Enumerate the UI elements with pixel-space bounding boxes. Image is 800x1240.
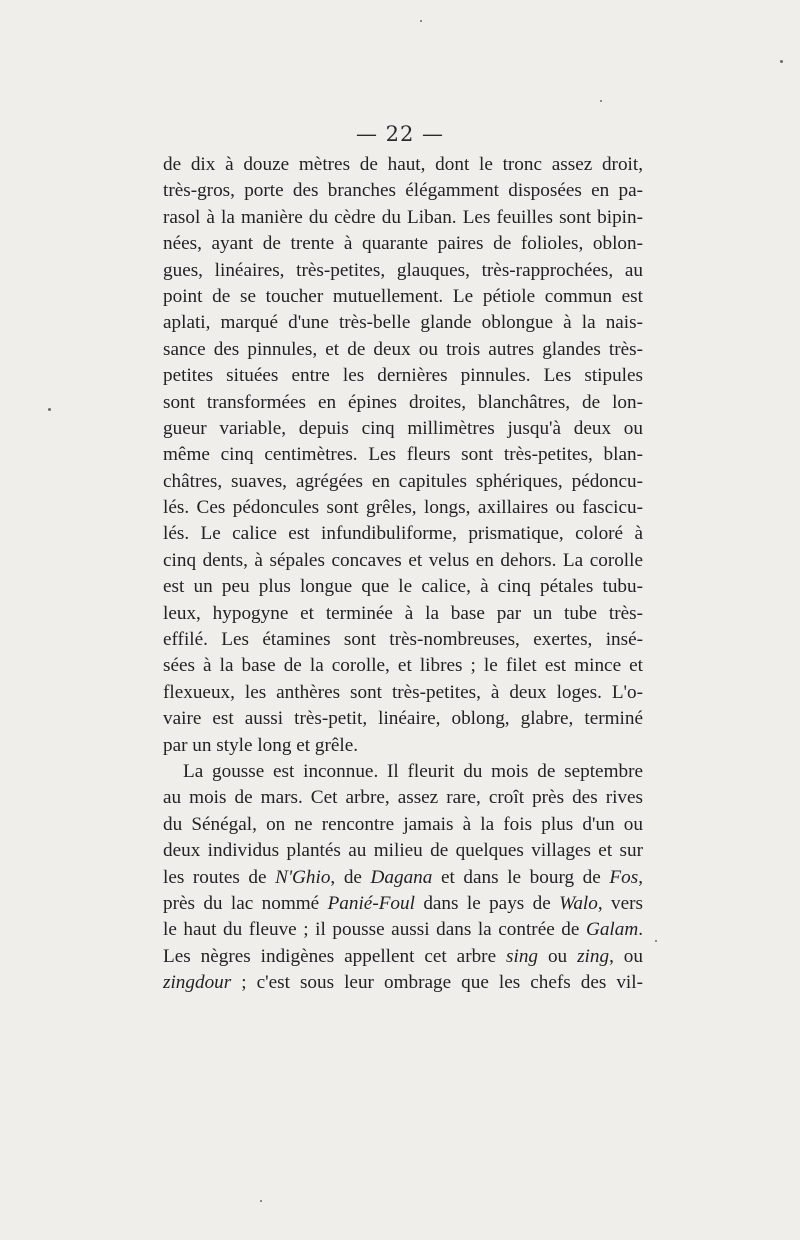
text-segment: , vers	[597, 892, 643, 914]
text-line	[163, 574, 643, 600]
text-line	[163, 442, 643, 468]
paper-speck	[420, 20, 422, 22]
paper-speck	[655, 940, 657, 942]
text-segment: Les nègres indigènes appellent cet arbre	[163, 945, 507, 967]
italic-text: sing	[506, 945, 539, 967]
text-segment: deux individus plantés au milieu de quelques villages et sur	[163, 840, 643, 862]
text-line	[163, 733, 643, 759]
italic-text: zingdour	[163, 972, 232, 994]
text-segment: du Sénégal, on ne rencontre jamais à la fois plus d'un ou	[163, 813, 643, 835]
text-line	[163, 231, 643, 257]
text-segment: sont transformées en épines droites, blanchâtres, de lon-	[163, 391, 643, 413]
text-line	[163, 891, 643, 917]
paper-speck	[600, 100, 602, 102]
text-segment: nées, ayant de trente à quarante paires de folioles, oblon-	[163, 233, 643, 255]
text-line	[163, 812, 643, 838]
text-line	[163, 970, 643, 996]
italic-text: Walo	[559, 892, 598, 914]
page-number: — 22 —	[355, 122, 445, 146]
text-segment: dans le pays de	[414, 892, 560, 914]
text-segment: est un peu plus longue que le calice, à cinq pétales tubu-	[163, 576, 643, 598]
text-segment: .	[638, 919, 643, 941]
text-segment: , ou	[609, 945, 643, 967]
text-segment: vaire est aussi très-petit, linéaire, oblong, glabre, terminé	[163, 708, 643, 730]
text-segment: leux, hypogyne et terminée à la base par un tube très-	[163, 602, 643, 624]
text-line	[163, 838, 643, 864]
paper-speck	[260, 1200, 262, 1202]
text-segment: petites situées entre les dernières pinnules. Les stipules	[163, 365, 643, 387]
text-line	[163, 469, 643, 495]
text-line	[163, 390, 643, 416]
text-segment: lés. Le calice est infundibuliforme, prismatique, coloré à	[163, 523, 643, 545]
italic-text: Galam	[585, 919, 639, 941]
text-line	[163, 178, 643, 204]
text-line	[163, 865, 643, 891]
text-line	[163, 416, 643, 442]
text-segment: par un style long et grêle.	[163, 734, 359, 756]
text-line	[163, 706, 643, 732]
text-line	[163, 495, 643, 521]
text-segment: et dans le bourg de	[432, 866, 610, 888]
text-segment: effilé. Les étamines sont très-nombreuses, exertes, insé-	[163, 629, 643, 651]
text-segment: flexueux, les anthères sont très-petites, à deux loges. L'o-	[163, 681, 643, 703]
text-line	[163, 337, 643, 363]
italic-text: Dagana	[370, 866, 433, 888]
text-line	[163, 310, 643, 336]
text-segment: de dix à douze mètres de haut, dont le tronc assez droit,	[163, 154, 643, 175]
text-segment: près du lac nommé	[163, 892, 328, 914]
text-segment: La gousse est inconnue. Il fleurit du mois de septembre	[183, 760, 643, 782]
text-segment: , de	[330, 866, 371, 888]
text-segment: au mois de mars. Cet arbre, assez rare, croît près des rives	[163, 787, 643, 809]
paper-speck	[48, 408, 51, 411]
text-line	[163, 205, 643, 231]
text-segment: lés. Ces pédoncules sont grêles, longs, axillaires ou fascicu-	[163, 497, 643, 519]
italic-text: Panié-Foul	[327, 892, 415, 914]
italic-text: Fos	[609, 866, 639, 888]
italic-text: zing	[577, 945, 610, 967]
text-line	[163, 601, 643, 627]
text-segment: gues, linéaires, très-petites, glauques, très-rapprochées, au	[163, 259, 643, 281]
text-line	[163, 653, 643, 679]
text-segment: sées à la base de la corolle, et libres ; le filet est mince et	[163, 655, 643, 677]
text-segment: cinq dents, à sépales concaves et velus en dehors. La corolle	[163, 549, 643, 571]
text-segment: très-gros, porte des branches élégamment disposées en pa-	[163, 180, 643, 202]
text-line	[163, 521, 643, 547]
text-line	[163, 680, 643, 706]
body-text	[163, 152, 643, 997]
text-segment: châtres, suaves, agrégées en capitules sphériques, pédoncu-	[163, 470, 643, 492]
text-line	[163, 944, 643, 970]
text-segment: sance des pinnules, et de deux ou trois autres glandes très-	[163, 338, 643, 360]
text-line	[163, 759, 643, 785]
text-line	[163, 258, 643, 284]
text-line	[163, 363, 643, 389]
text-segment: gueur variable, depuis cinq millimètres jusqu'à deux ou	[163, 417, 643, 439]
text-line	[163, 627, 643, 653]
text-line	[163, 785, 643, 811]
italic-text: N'Ghio	[275, 866, 331, 888]
text-line	[163, 548, 643, 574]
text-segment: le haut du fleuve ; il pousse aussi dans la contrée de	[163, 919, 586, 941]
text-line	[163, 284, 643, 310]
text-segment: rasol à la manière du cèdre du Liban. Les feuilles sont bipin-	[163, 206, 643, 228]
text-segment: point de se toucher mutuellement. Le pétiole commun est	[163, 285, 643, 307]
text-segment: les routes de	[163, 866, 276, 888]
text-segment: ,	[638, 866, 643, 888]
text-segment: aplati, marqué d'une très-belle glande oblongue à la nais-	[163, 312, 643, 334]
text-segment: ou	[538, 945, 578, 967]
paper-speck	[780, 60, 783, 63]
text-line	[163, 917, 643, 943]
text-segment: même cinq centimètres. Les fleurs sont très-petites, blan-	[163, 444, 643, 466]
text-segment: ; c'est sous leur ombrage que les chefs des vil-	[231, 972, 643, 994]
text-line	[163, 152, 643, 178]
